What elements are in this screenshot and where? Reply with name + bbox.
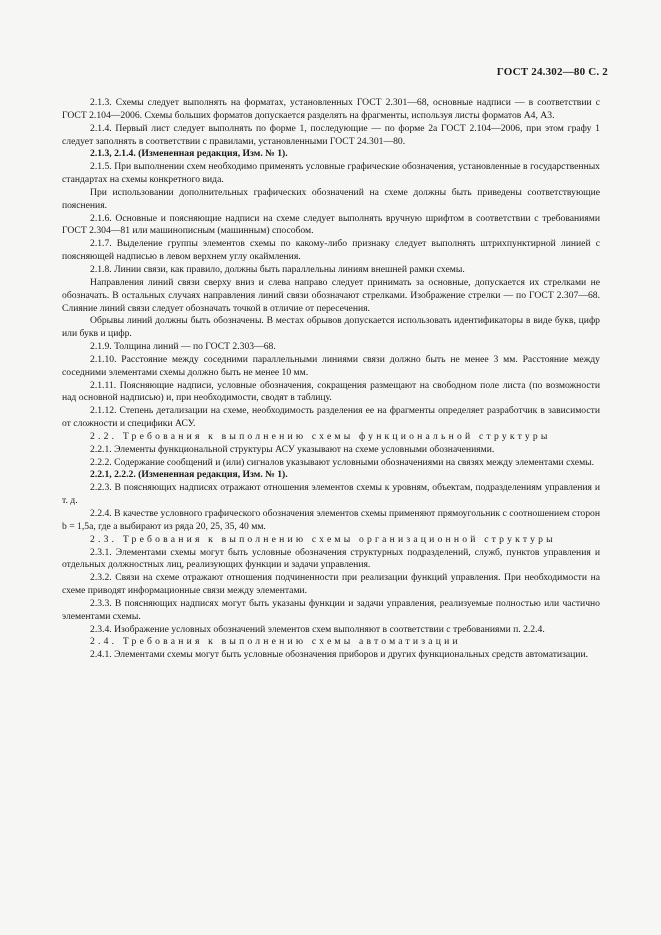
paragraph: Обрывы линий должны быть обозначены. В местах обрывов допускается использовать идентификаторы в виде букв, цифр или букв и цифр. (62, 315, 600, 340)
paragraph: 2.1.10. Расстояние между соседними параллельными линиями связи должно быть не менее 3 мм. Расстояние между соседними элементами схемы должно быть не менее 10 мм. (62, 353, 600, 378)
paragraph: 2.3.3. В поясняющих надписях могут быть указаны функции и задачи управления, реализуемые полностью или частично элементами схемы. (62, 597, 600, 622)
paragraph: Направления линий связи сверху вниз и слева направо следует принимать за основные, допускается их стрелками не обозначать. В остальных случаях направления линий связи обозначают стрелками. Изображение стрелки — по ГОСТ 2.307—68. Слияние линий связи следует обозначать точкой в отличие от пересечения. (62, 276, 600, 314)
section-heading: 2.2. Требования к выполнению схемы функциональной структуры (90, 430, 551, 442)
paragraph: 2.2.2. Содержание сообщений и (или) сигналов указывают условными обозначениями на связях между элементами схемы. (90, 456, 595, 468)
paragraph: 2.2.3. В поясняющих надписях отражают отношения элементов схемы к уровням, объектам, подразделениям управления и т. д. (62, 482, 600, 507)
section-heading: 2.4. Требования к выполнению схемы автоматизации (90, 636, 461, 648)
paragraph: 2.3.4. Изображение условных обозначений элементов схем выполняют в соответствии с требованиями п. 2.2.4. (90, 623, 545, 635)
paragraph: 2.1.8. Линии связи, как правило, должны быть параллельны линиям внешней рамки схемы. (90, 263, 465, 275)
document-body (62, 97, 600, 662)
paragraph: 2.1.11. Поясняющие надписи, условные обозначения, сокращения размещают на свободном поле листа (по возможности над основной надписью) и, при необходимости, сводят в таблицу. (62, 379, 600, 404)
paragraph: 2.3.2. Связи на схеме отражают отношения подчиненности при реализации функций управления. При необходимости на схеме приводят информационные связи между элементами. (62, 572, 600, 597)
section-heading: 2.3. Требования к выполнению схемы организационной структуры (90, 533, 556, 545)
paragraph: 2.1.7. Выделение группы элементов схемы по какому-либо признаку следует выполнять штрихпунктирной линией с поясняющей надписью в левом верхнем углу окаймления. (62, 238, 600, 263)
paragraph: 2.1.3, 2.1.4. (Измененная редакция, Изм. № 1). (90, 148, 288, 160)
paragraph: 2.2.4. В качестве условного графического обозначения элементов схемы применяют прямоугольник с соотношением сторон b = 1,5a, где a выбирают из ряда 20, 25, 35, 40 мм. (62, 508, 600, 532)
paragraph: При использовании дополнительных графических обозначений на схеме должны быть приведены соответствующие пояснения. (62, 186, 600, 211)
paragraph: 2.2.1. Элементы функциональной структуры АСУ указывают на схеме условными обозначениями. (90, 443, 495, 455)
paragraph: 2.1.4. Первый лист следует выполнять по форме 1, последующие — по форме 2а ГОСТ 2.104—2006, при этом графу 1 следует заполнять в соответствии с правилами, установленными ГОСТ 24.301—80. (62, 122, 600, 147)
paragraph: 2.1.9. Толщина линий — по ГОСТ 2.303—68. (90, 341, 276, 353)
paragraph: 2.4.1. Элементами схемы могут быть условные обозначения приборов и других функциональных средств автоматизации. (90, 649, 589, 661)
page-header: ГОСТ 24.302—80 С. 2 (496, 66, 608, 78)
paragraph: 2.2.1, 2.2.2. (Измененная редакция, Изм. № 1). (90, 469, 288, 481)
paragraph: 2.3.1. Элементами схемы могут быть условные обозначения структурных подразделений, служб, пунктов управления и отдельных должностных лиц, реализующих функции и задачи управления. (62, 546, 600, 571)
paragraph: 2.1.3. Схемы следует выполнять на форматах, установленных ГОСТ 2.301—68, основные надписи — в соответствии с ГОСТ 2.104—2006. Схемы больших форматов допускается разделять на фрагменты, используя листы форматов А4, А3. (62, 97, 600, 121)
paragraph: 2.1.5. При выполнении схем необходимо применять условные графические обозначения, установленные в государственных стандартах на схемы конкретного вида. (62, 161, 600, 186)
paragraph: 2.1.12. Степень детализации на схеме, необходимость разделения ее на фрагменты определяет разработчик в зависимости от сложности и специфики АСУ. (62, 405, 600, 430)
paragraph: 2.1.6. Основные и поясняющие надписи на схеме следует выполнять вручную шрифтом в соответствии с требованиями ГОСТ 2.304—81 или машинописным (машинным) способом. (62, 212, 600, 237)
